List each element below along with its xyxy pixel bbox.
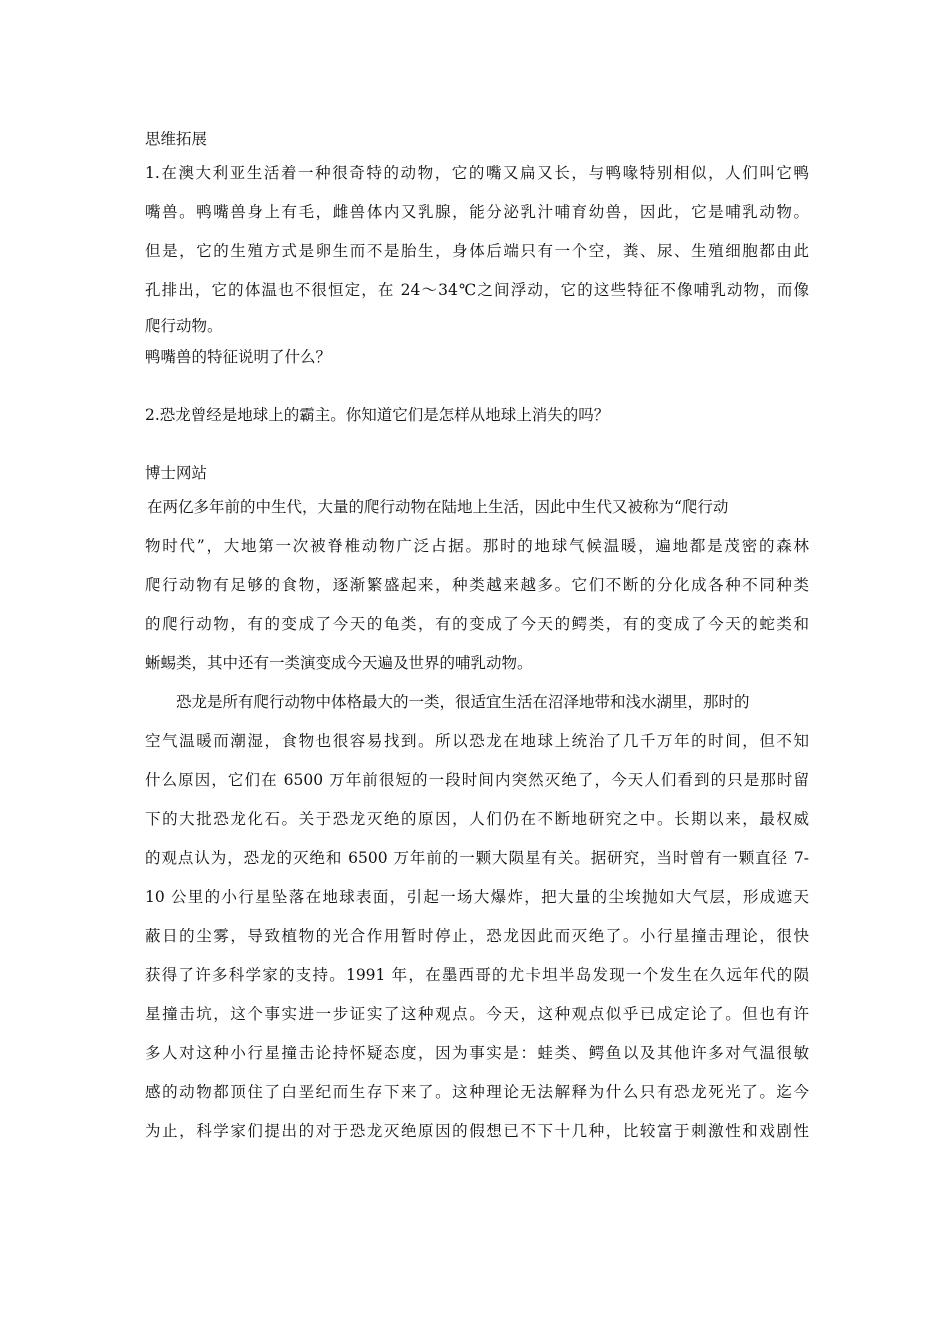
question-2: 2.恐龙曾经是地球上的霸主。你知道它们是怎样从地球上消失的吗？ <box>145 406 610 424</box>
text-line: 获得了许多科学家的支持。1991 年，在墨西哥的尤卡坦半岛发现一个发生在久远年代的陨 <box>145 966 809 984</box>
text-line: 蜥蜴类，其中还有一类演变成今天遍及世界的哺乳动物。 <box>145 654 533 672</box>
document-body <box>145 124 809 1151</box>
section-title-doctor-website: 博士网站 <box>145 464 208 482</box>
text-line: 星撞击坑，这个事实进一步证实了这种观点。今天，这种观点似乎已成定论了。但也有许 <box>145 1005 809 1023</box>
article-paragraph-2 <box>145 683 809 1151</box>
text-line: 恐龙是所有爬行动物中体格最大的一类，很适宜生活在沼泽地带和浅水湖里，那时的 <box>176 693 750 711</box>
question-1-prompt: 鸭嘴兽的特征说明了什么？ <box>145 348 332 366</box>
text-line: 为止，科学家们提出的对于恐龙灭绝原因的假想已不下十几种，比较富于刺激性和戏剧性 <box>145 1122 809 1140</box>
text-line: 10 公里的小行星坠落在地球表面，引起一场大爆炸，把大量的尘埃抛如大气层，形成遮天 <box>145 888 809 906</box>
spacer <box>145 430 809 458</box>
question-1-paragraph <box>145 154 809 342</box>
text-line: 爬行动物。 <box>145 317 223 335</box>
text-line: 爬行动物有足够的食物，逐渐繁盛起来，种类越来越多。它们不断的分化成各种不同种类 <box>145 576 809 594</box>
text-line: 1.在澳大利亚生活着一种很奇特的动物，它的嘴又扁又长，与鸭喙特别相似，人们叫它鸭 <box>145 164 809 182</box>
article-paragraph-1 <box>145 488 809 683</box>
text-line: 空气温暖而潮湿，食物也很容易找到。所以恐龙在地球上统治了几千万年的时间，但不知 <box>145 732 809 750</box>
section-title-thinking-extension: 思维拓展 <box>145 130 208 148</box>
text-line: 什么原因，它们在 6500 万年前很短的一段时间内突然灭绝了，今天人们看到的只是那时留 <box>145 771 809 789</box>
spacer <box>145 372 809 400</box>
text-line: 在两亿多年前的中生代，大量的爬行动物在陆地上生活，因此中生代又被称为“爬行动 <box>147 498 729 516</box>
text-line: 下的大批恐龙化石。关于恐龙灭绝的原因，人们仍在不断地研究之中。长期以来，最权威 <box>145 810 809 828</box>
text-line: 多人对这种小行星撞击论持怀疑态度，因为事实是：蛙类、鳄鱼以及其他许多对气温很敏 <box>145 1044 809 1062</box>
text-line: 孔排出，它的体温也不很恒定，在 24～34℃之间浮动，它的这些特征不像哺乳动物，而像 <box>145 281 809 299</box>
text-line: 蔽日的尘雾，导致植物的光合作用暂时停止，恐龙因此而灭绝了。小行星撞击理论，很快 <box>145 927 809 945</box>
text-line: 但是，它的生殖方式是卵生而不是胎生，身体后端只有一个空，粪、尿、生殖细胞都由此 <box>145 242 809 260</box>
text-line: 的观点认为，恐龙的灭绝和 6500 万年前的一颗大陨星有关。据研究，当时曾有一颗直径 7- <box>145 849 809 867</box>
text-line: 感的动物都顶住了白垩纪而生存下来了。这种理论无法解释为什么只有恐龙死光了。迄今 <box>145 1083 809 1101</box>
text-line: 的爬行动物，有的变成了今天的龟类，有的变成了今天的鳄类，有的变成了今天的蛇类和 <box>145 615 809 633</box>
text-line: 物时代”，大地第一次被脊椎动物广泛占据。那时的地球气候温暖，遍地都是茂密的森林 <box>145 537 809 555</box>
text-line: 嘴兽。鸭嘴兽身上有毛，雌兽体内又乳腺，能分泌乳汁哺育幼兽，因此，它是哺乳动物。 <box>145 203 809 221</box>
